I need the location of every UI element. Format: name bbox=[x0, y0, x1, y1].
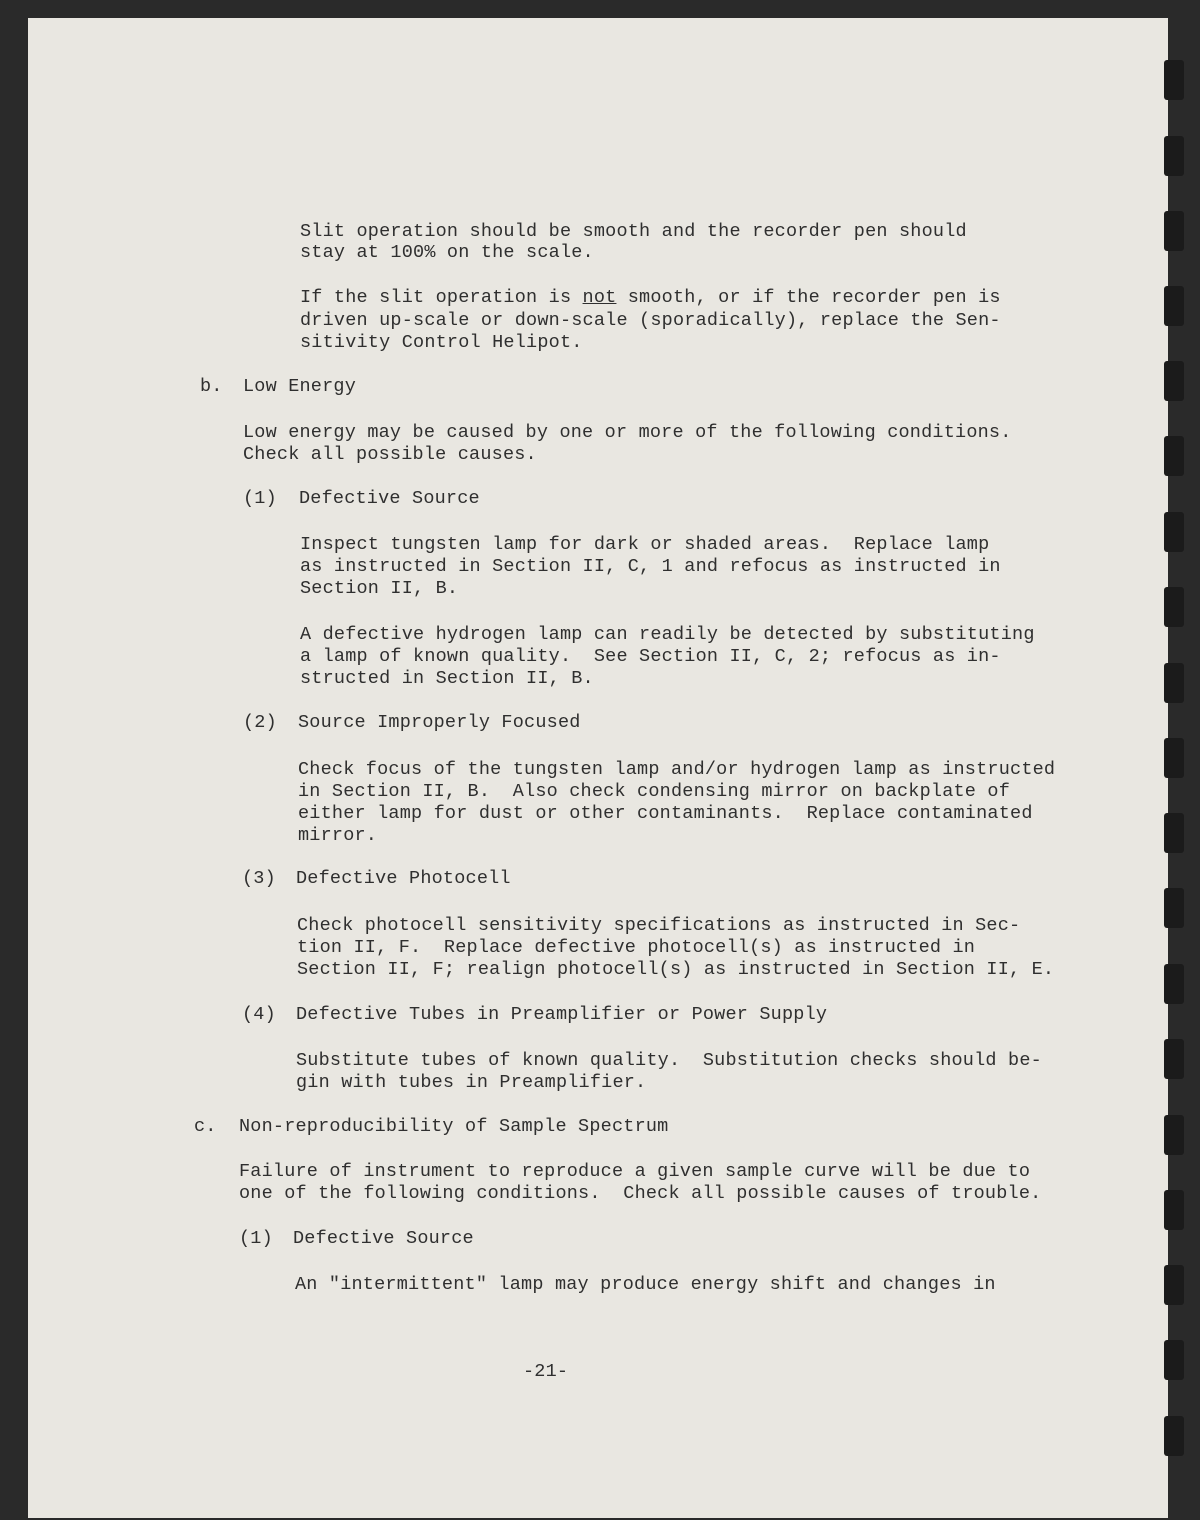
item-heading: Defective Tubes in Preamplifier or Power Supply bbox=[296, 1004, 828, 1025]
text-line: If the slit operation is not smooth, or if the recorder pen is bbox=[300, 287, 1001, 308]
binding-hole bbox=[1164, 663, 1184, 703]
text-line: either lamp for dust or other contaminants. Replace contaminated bbox=[298, 803, 1033, 824]
text-line: structed in Section II, B. bbox=[300, 668, 594, 689]
binding-hole bbox=[1164, 1265, 1184, 1305]
text-line: Section II, F; realign photocell(s) as instructed in Section II, E. bbox=[297, 959, 1055, 980]
text-line: as instructed in Section II, C, 1 and refocus as instructed in bbox=[300, 556, 1001, 577]
text-line: Substitute tubes of known quality. Substitution checks should be- bbox=[296, 1050, 1042, 1071]
item-marker: (2) bbox=[243, 712, 277, 733]
binding-hole bbox=[1164, 436, 1184, 476]
item-heading: Defective Source bbox=[293, 1228, 474, 1249]
binding-hole bbox=[1164, 1115, 1184, 1155]
text-line: mirror. bbox=[298, 825, 378, 846]
text-line: Inspect tungsten lamp for dark or shaded areas. Replace lamp bbox=[300, 534, 990, 555]
text-line: driven up-scale or down-scale (sporadically), replace the Sen- bbox=[300, 310, 1001, 331]
text-line: Failure of instrument to reproduce a given sample curve will be due to bbox=[239, 1161, 1031, 1182]
emphasis-not: not bbox=[582, 287, 617, 308]
binding-hole bbox=[1164, 587, 1184, 627]
binding-hole bbox=[1164, 813, 1184, 853]
text-line: Check focus of the tungsten lamp and/or hydrogen lamp as instructed bbox=[298, 759, 1056, 780]
section-heading: Low Energy bbox=[243, 376, 357, 397]
section-marker: b. bbox=[200, 376, 223, 397]
binding-hole bbox=[1164, 964, 1184, 1004]
text-line: Low energy may be caused by one or more of the following conditions. bbox=[243, 422, 1012, 443]
item-heading: Defective Source bbox=[299, 488, 480, 509]
binding-hole bbox=[1164, 211, 1184, 251]
section-heading: Non-reproducibility of Sample Spectrum bbox=[239, 1116, 669, 1137]
text-line: gin with tubes in Preamplifier. bbox=[296, 1072, 647, 1093]
text-line: Slit operation should be smooth and the recorder pen should bbox=[300, 221, 967, 242]
text-line: Section II, B. bbox=[300, 578, 459, 599]
item-heading: Defective Photocell bbox=[296, 868, 511, 889]
binding-hole bbox=[1164, 60, 1184, 100]
text-line: in Section II, B. Also check condensing mirror on backplate of bbox=[298, 781, 1011, 802]
text-line: one of the following conditions. Check all possible causes of trouble. bbox=[239, 1183, 1042, 1204]
text-line: An "intermittent" lamp may produce energy shift and changes in bbox=[295, 1274, 996, 1295]
text-line: a lamp of known quality. See Section II, C, 2; refocus as in- bbox=[300, 646, 1001, 667]
binding-hole bbox=[1164, 738, 1184, 778]
text-line: Check all possible causes. bbox=[243, 444, 537, 465]
page-number: -21- bbox=[523, 1361, 569, 1382]
item-marker: (1) bbox=[239, 1228, 273, 1249]
binding-hole bbox=[1164, 1340, 1184, 1380]
binding-hole bbox=[1164, 1190, 1184, 1230]
binding-hole bbox=[1164, 136, 1184, 176]
text-line: A defective hydrogen lamp can readily be detected by substituting bbox=[300, 624, 1035, 645]
section-marker: c. bbox=[194, 1116, 217, 1137]
binding-hole bbox=[1164, 361, 1184, 401]
text-line: tion II, F. Replace defective photocell(s) as instructed in bbox=[297, 937, 976, 958]
text-line: sitivity Control Helipot. bbox=[300, 332, 583, 353]
item-heading: Source Improperly Focused bbox=[298, 712, 581, 733]
text-line: stay at 100% on the scale. bbox=[300, 242, 594, 263]
document-page bbox=[28, 18, 1168, 1518]
item-marker: (4) bbox=[242, 1004, 276, 1025]
binding-hole bbox=[1164, 1039, 1184, 1079]
item-marker: (1) bbox=[243, 488, 277, 509]
binding-hole bbox=[1164, 888, 1184, 928]
text-line: Check photocell sensitivity specifications as instructed in Sec- bbox=[297, 915, 1021, 936]
binding-hole bbox=[1164, 512, 1184, 552]
binding-hole bbox=[1164, 1416, 1184, 1456]
item-marker: (3) bbox=[242, 868, 276, 889]
binding-hole bbox=[1164, 286, 1184, 326]
